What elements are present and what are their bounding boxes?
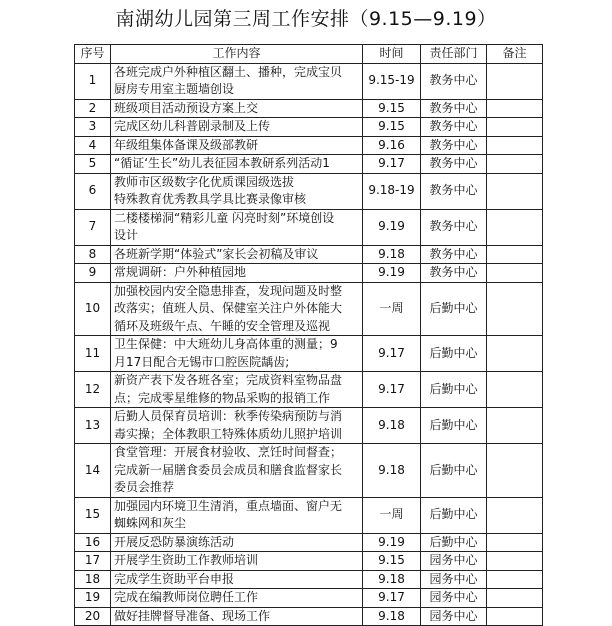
row-time: 9.15: [363, 552, 421, 571]
table-row: [75, 552, 543, 571]
row-time: 9.16: [363, 136, 421, 155]
table-row: [75, 99, 543, 118]
row-note: [487, 136, 543, 155]
row-time: 9.17: [363, 155, 421, 174]
row-dept: 后勤中心: [421, 372, 487, 408]
row-dept: 教务中心: [421, 99, 487, 118]
row-note: [487, 245, 543, 264]
table-row: [75, 570, 543, 589]
table-row: [75, 155, 543, 174]
page-title: 南湖幼儿园第三周工作安排（9.15—9.19）: [115, 8, 497, 30]
table-row: [75, 245, 543, 264]
header-time: 时间: [363, 45, 421, 64]
row-time: 9.15: [363, 99, 421, 118]
row-time: 一周: [363, 497, 421, 533]
table-row: [75, 63, 543, 99]
row-note: [487, 282, 543, 336]
table-row: [75, 589, 543, 608]
row-time: 9.17: [363, 372, 421, 408]
row-content: 班级项目活动预设方案上交: [111, 99, 363, 118]
row-seq: 7: [75, 209, 111, 245]
row-note: [487, 118, 543, 137]
row-seq: 3: [75, 118, 111, 137]
row-content: 加强校园内安全隐患排查，发现问题及时整 改落实；值班人员、保健室关注户外体能大 循环及班级午点、午睡的安全管理及巡视: [111, 282, 363, 336]
table-row: [75, 264, 543, 283]
row-content: 完成在编教师岗位聘任工作: [111, 589, 363, 608]
row-dept: 后勤中心: [421, 336, 487, 372]
row-seq: 11: [75, 336, 111, 372]
row-seq: 8: [75, 245, 111, 264]
table-row: [75, 372, 543, 408]
row-seq: 13: [75, 408, 111, 444]
row-content: 新资产表下发各班各室；完成资料室物品盘 点；完成零星维修的物品采购的报销工作: [111, 372, 363, 408]
table-row: [75, 533, 543, 552]
row-dept: 教务中心: [421, 155, 487, 174]
row-time: 9.18: [363, 408, 421, 444]
row-time: 9.15: [363, 118, 421, 137]
row-content: 加强园内环境卫生清消，重点墙面、窗户无 蜘蛛网和灰尘: [111, 497, 363, 533]
table-row: [75, 209, 543, 245]
row-content: 做好挂牌督导准备、现场工作: [111, 607, 363, 626]
row-dept: 教务中心: [421, 118, 487, 137]
row-dept: 后勤中心: [421, 282, 487, 336]
row-seq: 4: [75, 136, 111, 155]
row-note: [487, 497, 543, 533]
row-seq: 16: [75, 533, 111, 552]
row-note: [487, 444, 543, 498]
table-row: [75, 336, 543, 372]
row-dept: 后勤中心: [421, 408, 487, 444]
row-content: 完成区幼儿科普剧录制及上传: [111, 118, 363, 137]
row-note: [487, 63, 543, 99]
row-seq: 12: [75, 372, 111, 408]
table-row: [75, 408, 543, 444]
row-seq: 14: [75, 444, 111, 498]
row-dept: 教务中心: [421, 63, 487, 99]
row-dept: 园务中心: [421, 552, 487, 571]
row-dept: 后勤中心: [421, 497, 487, 533]
row-time: 9.18: [363, 444, 421, 498]
row-time: 9.18-19: [363, 173, 421, 209]
row-time: 9.19: [363, 264, 421, 283]
row-dept: 教务中心: [421, 264, 487, 283]
row-content: 完成学生资助平台申报: [111, 570, 363, 589]
row-time: 9.18: [363, 245, 421, 264]
table-row: [75, 607, 543, 626]
table-row: [75, 136, 543, 155]
row-seq: 20: [75, 607, 111, 626]
header-seq: 序号: [75, 45, 111, 64]
row-time: 9.19: [363, 533, 421, 552]
row-note: [487, 99, 543, 118]
row-time: 9.19: [363, 209, 421, 245]
header-content: 工作内容: [111, 45, 363, 64]
row-content: 卫生保健：中大班幼儿身高体重的测量；9 月17日配合无锡市口腔医院龋齿;: [111, 336, 363, 372]
row-dept: 后勤中心: [421, 533, 487, 552]
row-time: 9.18: [363, 570, 421, 589]
row-seq: 5: [75, 155, 111, 174]
row-seq: 6: [75, 173, 111, 209]
row-content: 二楼楼梯洞“精彩儿童 闪亮时刻”环境创设 设计: [111, 209, 363, 245]
table-row: [75, 444, 543, 498]
row-time: 9.17: [363, 336, 421, 372]
row-note: [487, 336, 543, 372]
row-time: 9.18: [363, 607, 421, 626]
table-row: [75, 173, 543, 209]
row-note: [487, 533, 543, 552]
row-time: 9.15-19: [363, 63, 421, 99]
row-note: [487, 589, 543, 608]
row-seq: 2: [75, 99, 111, 118]
row-note: [487, 372, 543, 408]
row-seq: 1: [75, 63, 111, 99]
row-seq: 18: [75, 570, 111, 589]
row-note: [487, 173, 543, 209]
row-time: 9.17: [363, 589, 421, 608]
row-dept: 教务中心: [421, 245, 487, 264]
work-schedule-table: [74, 44, 543, 626]
row-content: 各班新学期“体验式”家长会初稿及审议: [111, 245, 363, 264]
row-note: [487, 552, 543, 571]
header-note: 备注: [487, 45, 543, 64]
header-dept: 责任部门: [421, 45, 487, 64]
row-content: “循证‘生长”幼儿表征园本教研系列活动1: [111, 155, 363, 174]
row-note: [487, 408, 543, 444]
row-seq: 19: [75, 589, 111, 608]
row-dept: 教务中心: [421, 173, 487, 209]
row-content: 年级组集体备课及级部教研: [111, 136, 363, 155]
table-row: [75, 282, 543, 336]
table-row: [75, 118, 543, 137]
row-time: 一周: [363, 282, 421, 336]
row-dept: 教务中心: [421, 209, 487, 245]
row-dept: 园务中心: [421, 589, 487, 608]
row-content: 开展反恐防暴演练活动: [111, 533, 363, 552]
row-dept: 后勤中心: [421, 444, 487, 498]
table-row: [75, 497, 543, 533]
row-note: [487, 607, 543, 626]
row-seq: 17: [75, 552, 111, 571]
row-dept: 园务中心: [421, 570, 487, 589]
row-dept: 教务中心: [421, 136, 487, 155]
row-seq: 10: [75, 282, 111, 336]
row-note: [487, 209, 543, 245]
row-note: [487, 264, 543, 283]
row-content: 开展学生资助工作教师培训: [111, 552, 363, 571]
row-content: 常规调研：户外种植园地: [111, 264, 363, 283]
row-note: [487, 570, 543, 589]
row-seq: 9: [75, 264, 111, 283]
row-content: 各班完成户外种植区翻土、播种，完成宝贝 厨房专用室主题墙创设: [111, 63, 363, 99]
row-content: 食堂管理：开展食材验收、烹饪时间督查； 完成新一届膳食委员会成员和膳食监督家长 委员会推荐: [111, 444, 363, 498]
table-header-row: [75, 45, 543, 64]
row-seq: 15: [75, 497, 111, 533]
row-content: 教师市区级数字化优质课园级选拔 特殊教育优秀教具学具比赛录像审核: [111, 173, 363, 209]
row-dept: 园务中心: [421, 607, 487, 626]
row-content: 后勤人员保育员培训：秋季传染病预防与消 毒实操；全体教职工特殊体质幼儿照护培训: [111, 408, 363, 444]
row-note: [487, 155, 543, 174]
